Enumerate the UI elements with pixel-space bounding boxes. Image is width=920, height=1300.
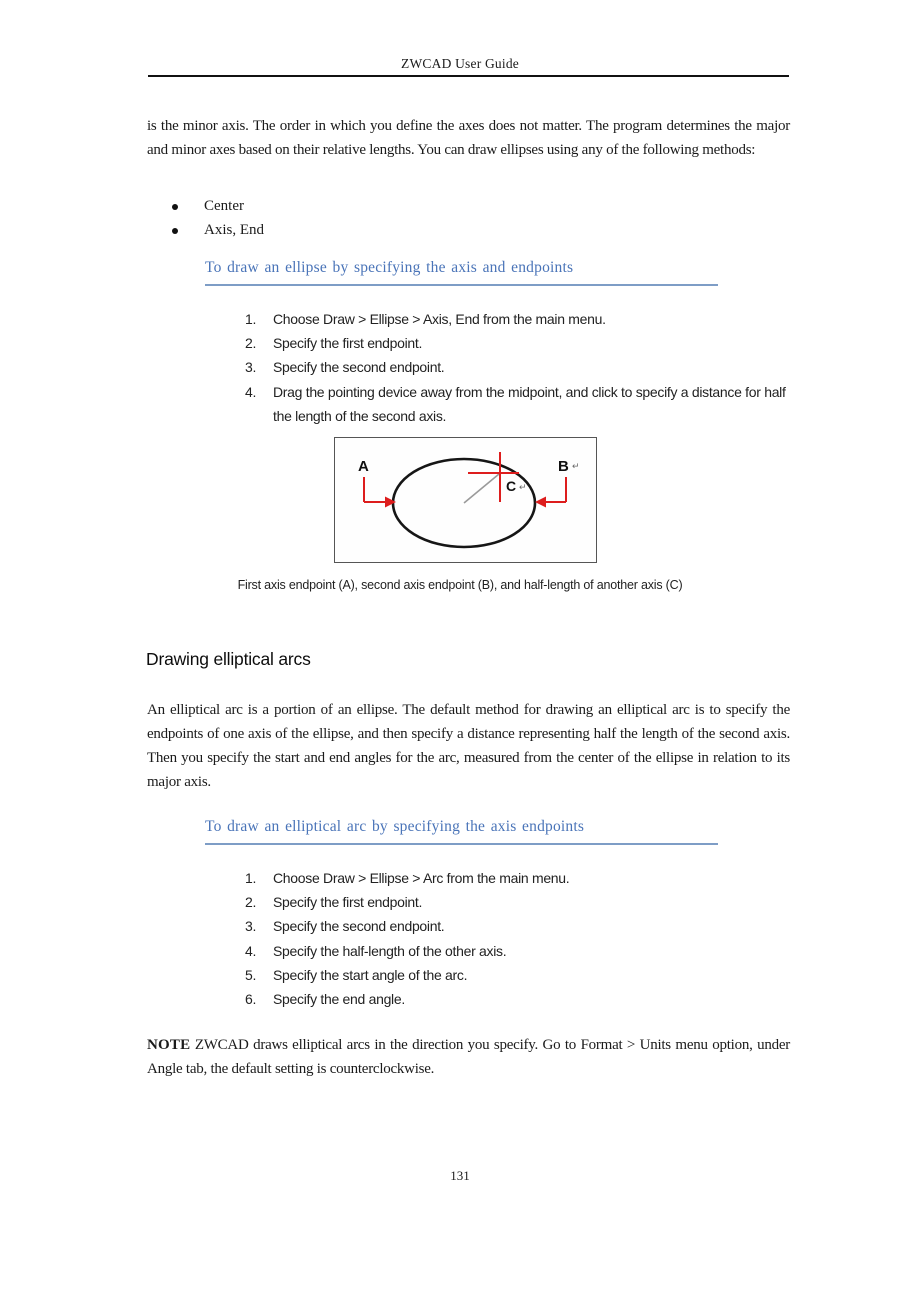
method-bullet-list bbox=[172, 194, 264, 242]
step-item: Specify the first endpoint. bbox=[273, 894, 423, 911]
procedure-heading-ellipse: To draw an ellipse by specifying the axis and endpoints bbox=[205, 259, 574, 276]
ellipse-diagram bbox=[335, 438, 595, 561]
bullet-item-label: Center bbox=[204, 198, 244, 214]
ellipse-figure bbox=[334, 437, 597, 563]
step-item: Specify the second endpoint. bbox=[273, 359, 445, 376]
return-mark-icon: ↵ bbox=[572, 461, 580, 471]
note-label: NOTE bbox=[147, 1037, 191, 1053]
procedure-heading-rule bbox=[205, 284, 718, 286]
bullet-item bbox=[172, 194, 264, 218]
label-c: C bbox=[506, 478, 517, 494]
elliptical-arcs-paragraph: An elliptical arc is a portion of an ellipse. The default method for drawing an elliptical arc is to specify the endpoints of one axis of the ellipse, and then specify a distance representing half the length of the second axis. Then you specify the start and end angles for the arc, measured from the center of the ellipse in relation to its major axis. bbox=[147, 702, 790, 790]
figure-caption: First axis endpoint (A), second axis endpoint (B), and half-length of another axis (C) bbox=[237, 578, 683, 592]
arc-step-list bbox=[245, 866, 793, 1011]
return-mark-icon: ↵ bbox=[519, 482, 527, 492]
note-text: ZWCAD draws elliptical arcs in the direction you specify. Go to Format > Units menu option, under Angle tab, the default setting is counterclockwise. bbox=[147, 1037, 790, 1077]
intro-paragraph: is the minor axis. The order in which you define the axes does not matter. The program determines the major and minor axes based on their relative lengths. You can draw ellipses using any of the following methods: bbox=[147, 118, 790, 158]
procedure-heading-arc: To draw an elliptical arc by specifying the axis endpoints bbox=[205, 818, 585, 835]
page-number: 131 bbox=[450, 1168, 470, 1183]
step-item: Choose Draw > Ellipse > Axis, End from the main menu. bbox=[273, 311, 606, 327]
bullet-dot-icon bbox=[172, 228, 178, 234]
bullet-dot-icon bbox=[172, 204, 178, 210]
step-item: Specify the start angle of the arc. bbox=[273, 966, 468, 983]
step-item: Specify the first endpoint. bbox=[273, 335, 423, 352]
b-arrowhead-icon bbox=[535, 497, 546, 508]
step-item: Specify the half-length of the other axis. bbox=[273, 942, 507, 959]
label-a: A bbox=[358, 458, 369, 475]
step-item: Drag the pointing device away from the midpoint, and click to specify a distance for half the length of the second axis. bbox=[273, 383, 786, 424]
label-b: B bbox=[558, 458, 569, 475]
note-paragraph bbox=[147, 1033, 790, 1081]
procedure-heading-rule bbox=[205, 843, 718, 845]
bullet-item bbox=[172, 218, 264, 242]
ellipse-step-list bbox=[245, 307, 793, 428]
bullet-item-label: Axis, End bbox=[204, 222, 264, 238]
page-header-title: ZWCAD User Guide bbox=[401, 56, 519, 71]
header-rule bbox=[148, 75, 789, 77]
step-item: Specify the second endpoint. bbox=[273, 918, 445, 935]
step-item: Choose Draw > Ellipse > Arc from the main menu. bbox=[273, 870, 570, 886]
step-item: Specify the end angle. bbox=[273, 991, 405, 1008]
leader-line bbox=[464, 474, 499, 503]
section-heading-elliptical-arcs: Drawing elliptical arcs bbox=[146, 649, 311, 669]
